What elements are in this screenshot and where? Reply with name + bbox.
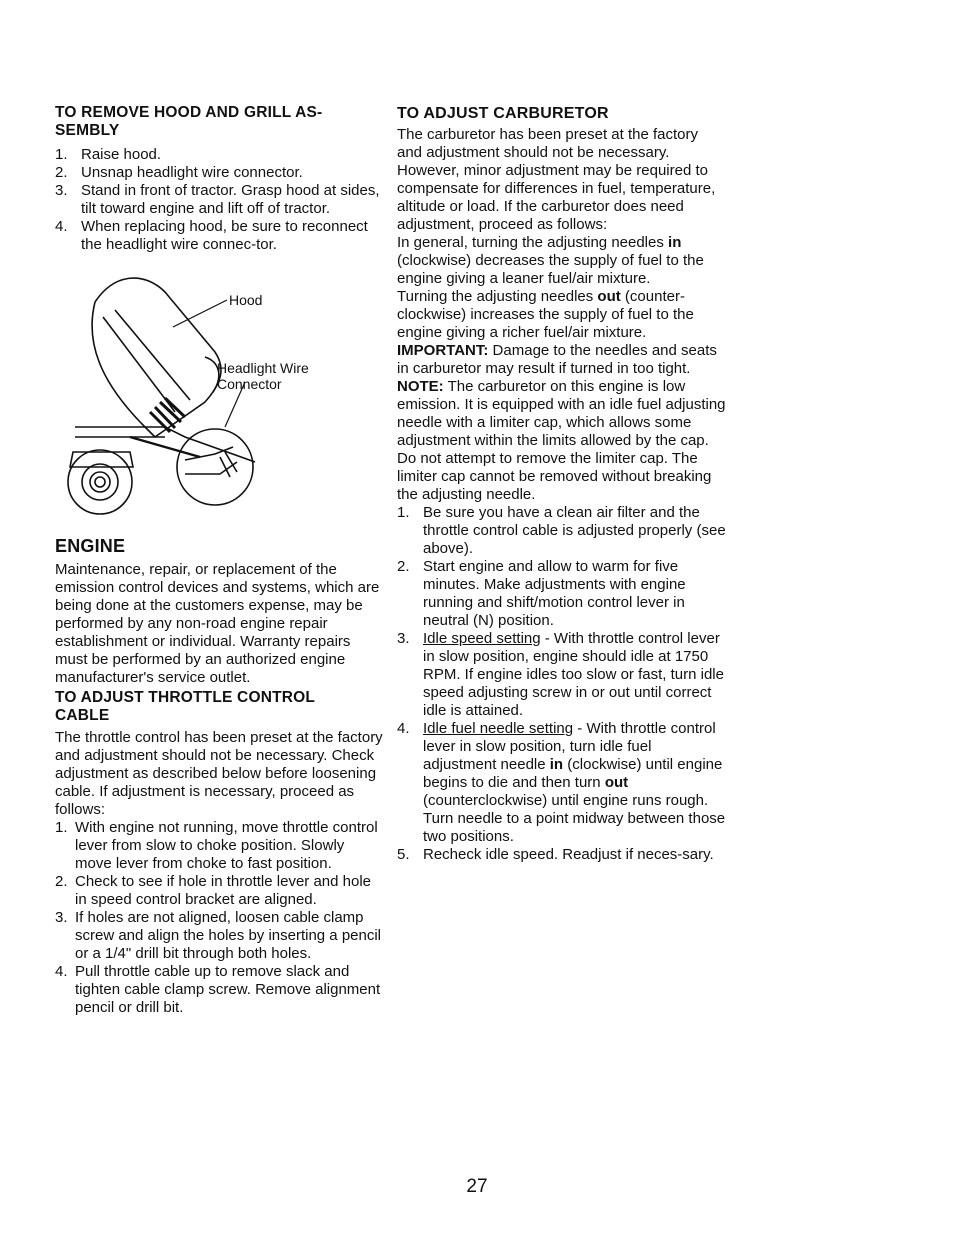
- list-item: 3. Idle speed setting - With throttle control lever in slow position, engine should idle at 1750 RPM. If engine idles too slow or fast, turn idle speed adjusting screw in or out until correct idle is attained.: [397, 630, 724, 719]
- carburetor-intro: The carburetor has been preset at the factory and adjustment should not be necessary. However, minor adjustment may be required to compensate for differences in fuel, temperature, altitude or load. If the carburetor does need adjustment, proceed as follows:: [397, 126, 716, 233]
- hood-connector-figure: [55, 262, 385, 527]
- hood-label: Hood: [229, 292, 263, 308]
- throttle-heading: TO ADJUST THROTTLE CONTROL CABLE: [55, 689, 316, 724]
- needles-in-text: In general, turning the adjusting needles in (clockwise) decreases the supply of fuel to the engine giving a leaner fuel/air mixture.: [397, 234, 704, 287]
- needles-out-text: Turning the adjusting needles out (counter-clockwise) increases the supply of fuel to the engine giving a richer fuel/air mixture.: [397, 288, 694, 341]
- list-item: 5. Recheck idle speed. Readjust if neces-sary.: [397, 846, 714, 863]
- list-item: 4. Idle fuel needle setting - With throttle control lever in slow position, turn idle fuel adjustment needle in (clockwise) until engine begins to die and then turn out (counterclockwise) until engine runs rough. Turn needle to a point midway between those two positions.: [397, 720, 726, 845]
- throttle-steps: [55, 819, 385, 1017]
- carburetor-steps: [397, 504, 727, 864]
- list-item: 3. If holes are not aligned, loosen cable clamp screw and align the holes by inserting a pencil or a 1/4" drill bit through both holes.: [55, 909, 382, 962]
- list-item: 2. Check to see if hole in throttle lever and hole in speed control bracket are aligned.: [55, 873, 372, 908]
- list-item: 2. Unsnap headlight wire connector.: [55, 164, 303, 181]
- list-item: 1. With engine not running, move throttle control lever from slow to choke position. Slowly move lever from choke to fast position.: [55, 819, 378, 872]
- hood-steps: [55, 146, 385, 254]
- hood-heading: TO REMOVE HOOD AND GRILL AS- SEMBLY: [55, 104, 323, 139]
- connector-label-line2: Connector: [217, 376, 282, 392]
- left-column: [55, 104, 385, 1017]
- throttle-intro: The throttle control has been preset at the factory and adjustment should not be necessary. Check adjustment as described below before loosening cable. If adjustment is necessary, proceed as follows:: [55, 729, 383, 818]
- list-item: 2. Start engine and allow to warm for five minutes. Make adjustments with engine running and shift/motion control lever in neutral (N) position.: [397, 558, 686, 629]
- important-note: IMPORTANT: Damage to the needles and seats in carburetor may result if turned in too tight.: [397, 342, 717, 377]
- hood-illustration: [55, 262, 385, 527]
- list-item: 4. Pull throttle cable up to remove slack and tighten cable clamp screw. Remove alignment pencil or drill bit.: [55, 963, 381, 1016]
- list-item: 3. Stand in front of tractor. Grasp hood at sides, tilt toward engine and lift off of tractor.: [55, 182, 380, 217]
- engine-heading: ENGINE: [55, 536, 126, 556]
- connector-label-line1: Headlight Wire: [217, 360, 309, 376]
- list-item: 1. Raise hood.: [55, 146, 162, 163]
- emission-note: NOTE: The carburetor on this engine is low emission. It is equipped with an idle fuel adjusting needle with a limiter cap, which allows some adjustment within the limits allowed by the cap. Do not attempt to remove the limiter cap. The limiter cap cannot be removed without breaking the adjusting needle.: [397, 378, 726, 503]
- list-item: 4. When replacing hood, be sure to reconnect the headlight wire connec-tor.: [55, 218, 368, 253]
- page-number: 27: [466, 1176, 488, 1197]
- engine-text: Maintenance, repair, or replacement of the emission control devices and systems, which are being done at the customers expense, may be performed by any non-road engine repair establishment or individual. Warranty repairs must be performed by an authorized engine manufacturer's service outlet.: [55, 561, 380, 686]
- right-column: [397, 104, 727, 864]
- carburetor-heading: TO ADJUST CARBURETOR: [397, 105, 609, 122]
- list-item: 1. Be sure you have a clean air filter and the throttle control cable is adjusted properly (see above).: [397, 504, 726, 557]
